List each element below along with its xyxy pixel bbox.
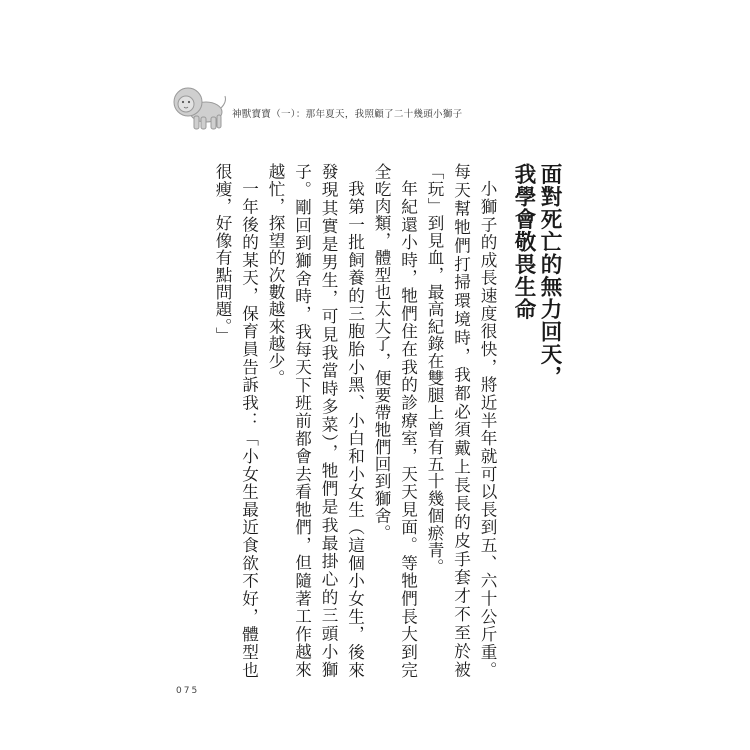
paragraph: 一年後的某天，保育員告訴我：「小女生最近食欲不好，體型也很瘦，好像有點問題。」: [213, 163, 259, 678]
paragraph: 年紀還小時，牠們住在我的診療室，天天見面。等牠們長大到完全吃肉類，體型也太大了，便要帶牠們回到獅舍。: [372, 163, 418, 678]
vertical-text-block: [170, 163, 562, 678]
lion-icon: [170, 80, 228, 132]
heading-line-2: 我學會敬畏生命: [511, 163, 536, 321]
running-header: 神獸寶寶（一）：那年夏天，我照顧了二十幾頭小獅子: [232, 109, 463, 120]
paragraph: 小獅子的成長速度很快，將近半年就可以長到五、六十公斤重。每天幫牠們打掃環境時，我都必須戴上長長的皮手套才不至於被「玩」到見血，最高紀錄在雙腿上曾有五十幾個瘀青。: [425, 163, 497, 678]
page-number: 075: [176, 686, 200, 696]
heading-line-1: 面對死亡的無力回天，: [537, 163, 562, 388]
section-heading: [510, 163, 562, 678]
paragraph: 我第一批飼養的三胞胎小黑、小白和小女生（這個小女生，後來發現其實是男生，可見我當時多菜），牠們是我最掛心的三頭小獅子。剛回到獅舍時，我每天下班前都會去看牠們，但隨著工作越來越忙，探望的次數越來越少。: [266, 163, 365, 678]
